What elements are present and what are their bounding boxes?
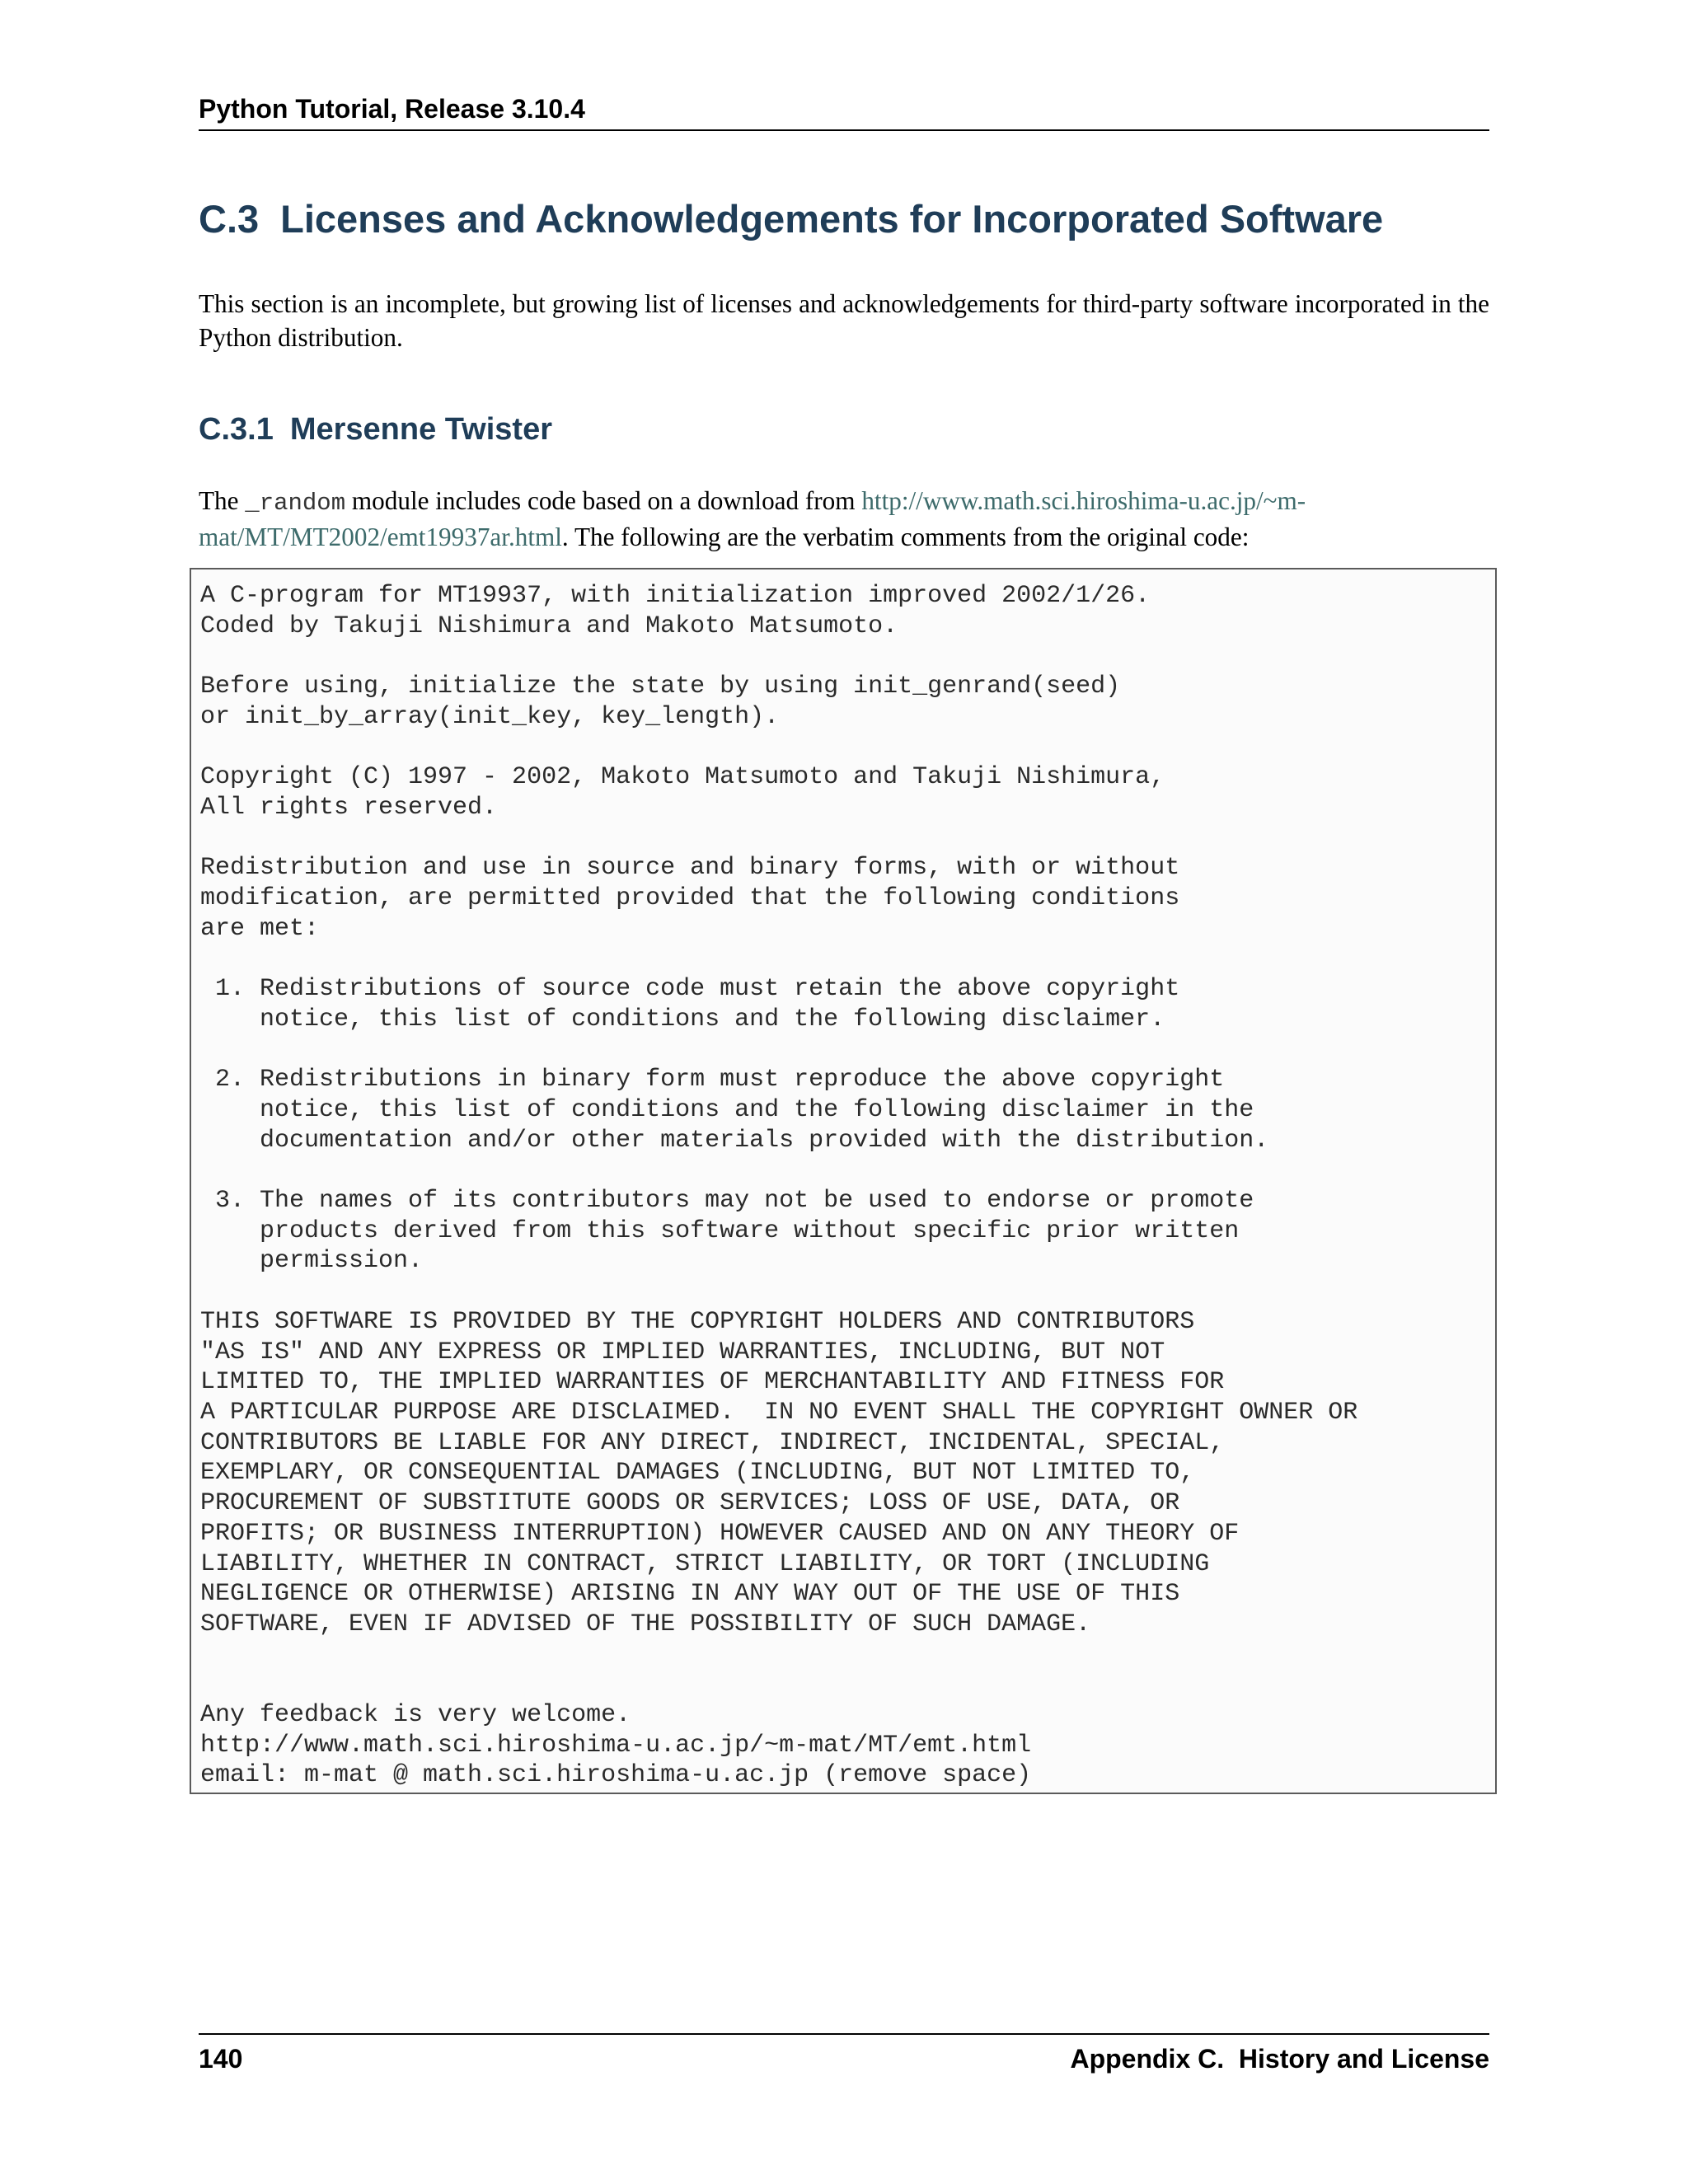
subsection-paragraph <box>199 484 1489 554</box>
subsection-number: C.3.1 <box>199 412 274 447</box>
footer-page-number: 140 <box>199 2044 243 2074</box>
document-page <box>199 0 1489 2184</box>
footer-divider <box>199 2033 1489 2035</box>
running-header-title: Python Tutorial, Release 3.10.4 <box>199 94 585 124</box>
source-download-link[interactable]: http://www.math.sci.hiroshima-u.ac.jp/~m-mat/MT/MT2002/emt19937ar.html <box>199 486 1306 551</box>
paragraph-prefix: The <box>199 486 246 515</box>
section-title-text: Licenses and Acknowledgements for Incorporated Software <box>280 197 1384 241</box>
license-code-text: A C-program for MT19937, with initialization improved 2002/1/26. Coded by Takuji Nishimura and Makoto Matsumoto. Before using, initialize the state by using init_genrand(seed) or init_by_array(init_key, key_length). Copyright (C) 1997 - 2002, Makoto Matsumoto and Takuji Nishimura, All rights reserved. Redistribution and use in source and binary forms, with or without modification, are permitted provided that the following conditions are met: 1. Redistributions of source code must retain the above copyright notice, this list of conditions and the following disclaimer. 2. Redistributions in binary form must reproduce the above copyright notice, this list of conditions and the following disclaimer in the documentation and/or other materials provided with the distribution. 3. The names of its contributors may not be used to endorse or promote products derived from this software without specific prior written permission. THIS SOFTWARE IS PROVIDED BY THE COPYRIGHT HOLDERS AND CONTRIBUTORS "AS IS" AND ANY EXPRESS OR IMPLIED WARRANTIES, INCLUDING, BUT NOT LIMITED TO, THE IMPLIED WARRANTIES OF MERCHANTABILITY AND FITNESS FOR A PARTICULAR PURPOSE ARE DISCLAIMED. IN NO EVENT SHALL THE COPYRIGHT OWNER OR CONTRIBUTORS BE LIABLE FOR ANY DIRECT, INDIRECT, INCIDENTAL, SPECIAL, EXEMPLARY, OR CONSEQUENTIAL DAMAGES (INCLUDING, BUT NOT LIMITED TO, PROCUREMENT OF SUBSTITUTE GOODS OR SERVICES; LOSS OF USE, DATA, OR PROFITS; OR BUSINESS INTERRUPTION) HOWEVER CAUSED AND ON ANY THEORY OF LIABILITY, WHETHER IN CONTRACT, STRICT LIABILITY, OR TORT (INCLUDING NEGLIGENCE OR OTHERWISE) ARISING IN ANY WAY OUT OF THE USE OF THIS SOFTWARE, EVEN IF ADVISED OF THE POSSIBILITY OF SUCH DAMAGE. Any feedback is very welcome. http://www.math.sci.hiroshima-u.ac.jp/~m-mat/MT/emt.html email: m-mat @ math.sci.hiroshima-u.ac.jp (remove space) <box>200 582 1358 1790</box>
module-name-literal: _random <box>245 490 346 517</box>
section-heading <box>199 194 1489 244</box>
section-intro-paragraph: This section is an incomplete, but growing list of licenses and acknowledgements for third-party software incorporated in the Python distribution. <box>199 289 1489 352</box>
header-divider <box>199 129 1489 131</box>
subsection-heading <box>199 409 1489 450</box>
section-number: C.3 <box>199 197 260 241</box>
paragraph-suffix: . The following are the verbatim comments from the original code: <box>561 523 1250 551</box>
license-code-block <box>190 568 1497 1794</box>
footer-chapter-title: Appendix C. History and License <box>1070 2044 1489 2074</box>
paragraph-middle: module includes code based on a download from <box>345 486 862 515</box>
subsection-title-text: Mersenne Twister <box>289 412 553 447</box>
